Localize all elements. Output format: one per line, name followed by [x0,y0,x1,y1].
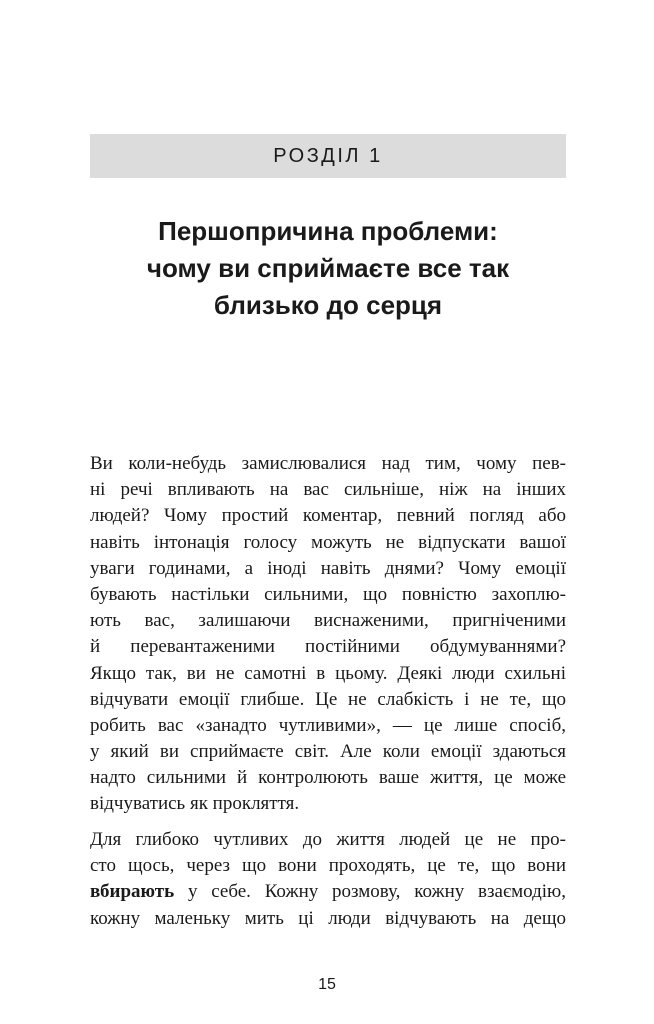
chapter-title-line: Першопричина проблеми: [158,216,498,246]
body-paragraph-1 [90,451,566,818]
text-line [90,879,566,905]
text-line: навіть інтонація голосу можуть не відпускати вашої [90,531,566,553]
text-line: у який ви сприймаєте світ. Але коли емоції здаються [90,741,566,763]
text-line: Для глибоко чутливих до життя людей це не про- [90,829,566,850]
text-line: надто сильними й контролюють ваше життя, це може [90,767,566,789]
chapter-label: РОЗДІЛ 1 [273,144,383,167]
chapter-title [90,213,566,324]
text-line: уваги годинами, а іноді навіть днями? Чому емоції [90,557,566,579]
page-number: 15 [318,976,336,993]
text-line: ють вас, залишаючи виснаженими, пригніченими [90,610,566,632]
text-line: відчуватись як прокляття. [90,793,300,815]
text-line: відчувати емоції глибше. Це не слабкість і не те, що [90,688,566,710]
chapter-title-line: близько до серця [213,290,443,320]
text-line: Якщо так, ви не самотні в цьому. Деякі люди схильні [90,662,566,684]
text-line: кожну маленьку мить ці люди відчувають на дещо [90,907,566,929]
text-line: робить вас «занадто чутливими», — це лише спосіб, [90,714,566,736]
text-line: Ви коли-небудь замислювалися над тим, чому пев- [90,453,566,474]
body-paragraph-2 [90,827,566,932]
text-line: людей? Чому простий коментар, певний погляд або [90,505,566,527]
text-line: сто щось, через що вони проходять, це те, що вони [90,855,566,877]
text-fragment: у себе. Кожну розмову, кожну взаємодію, [174,881,566,903]
chapter-heading-band [90,134,566,178]
emphasis-word: вбирають [90,881,175,903]
text-line: бувають настільки сильними, що повністю захоплю- [90,583,566,605]
text-line: й перевантаженими постійними обдумуваннями? [90,636,566,658]
chapter-title-line: чому ви сприймаєте все так [146,253,510,283]
text-line: ні речі впливають на вас сильніше, ніж на інших [90,479,566,501]
